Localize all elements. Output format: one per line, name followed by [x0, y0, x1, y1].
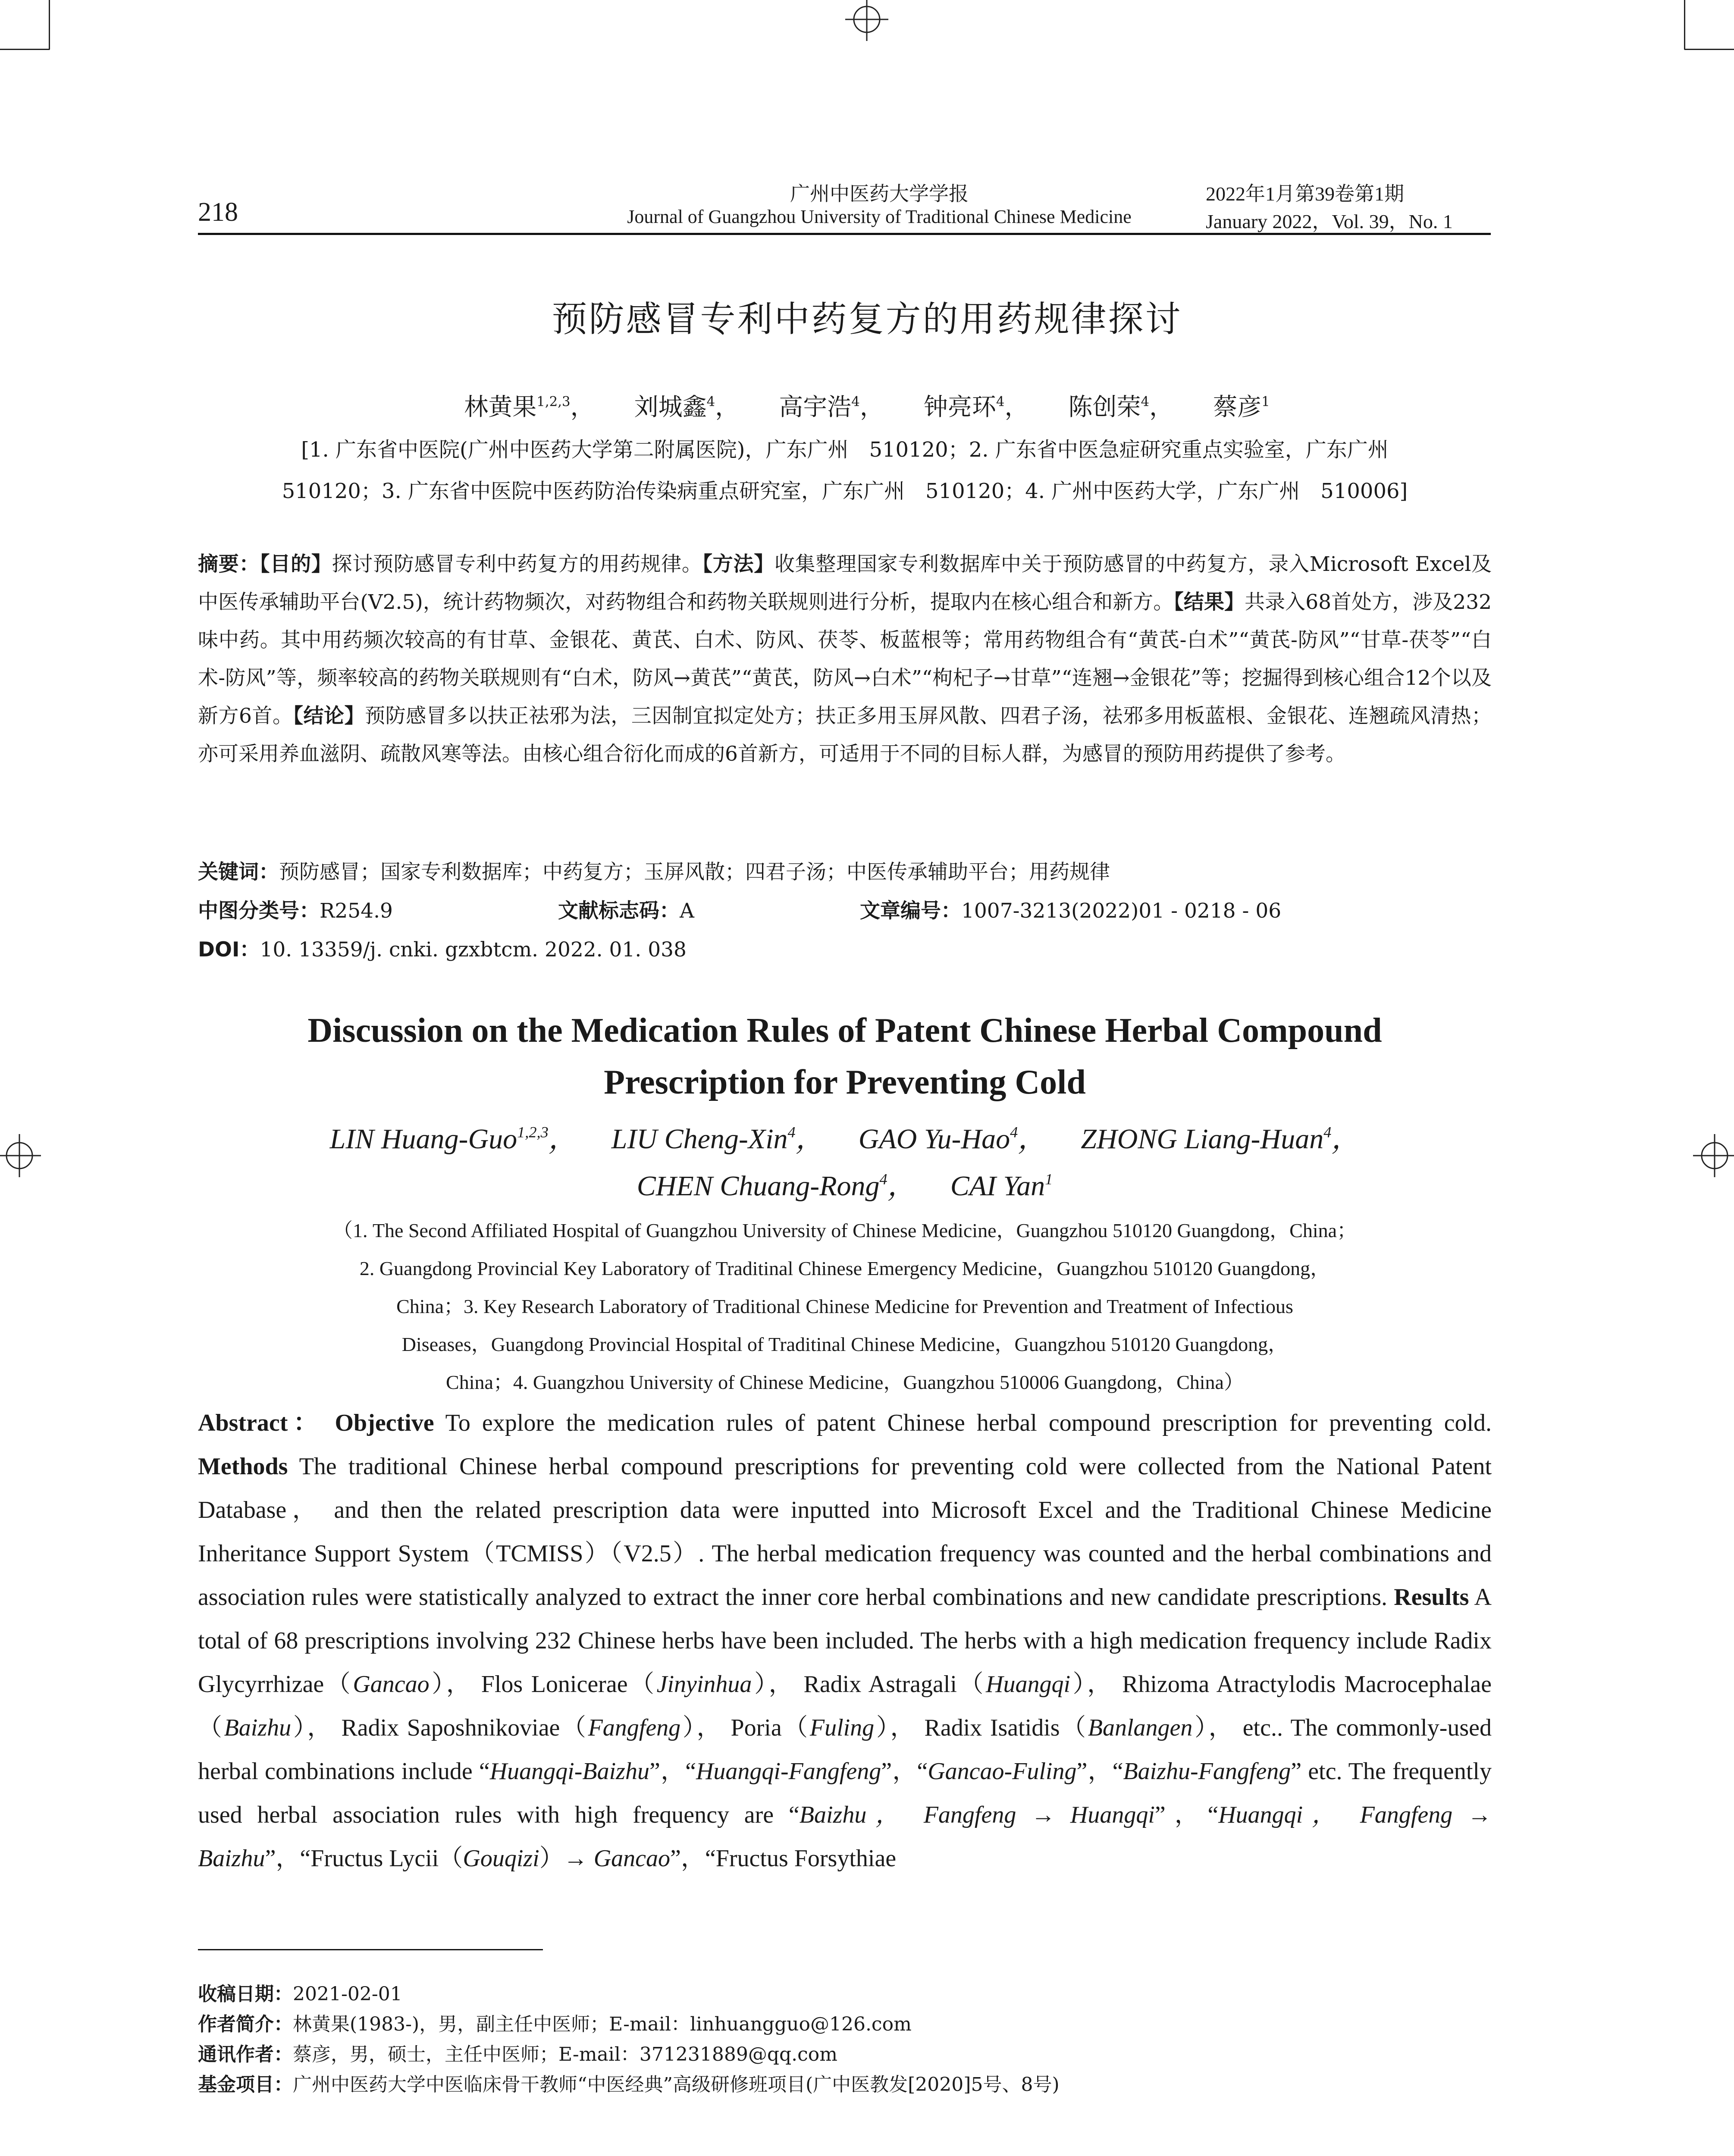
- results-text-en: ）→: [539, 1845, 594, 1872]
- objective-text: 探讨预防感冒专利中药复方的用药规律。: [332, 552, 702, 576]
- author-separator: ，: [795, 1123, 824, 1155]
- methods-label: 【方法】: [702, 552, 774, 576]
- affiliation-line: （1. The Second Affiliated Hospital of Guangzhou University of Chinese Medicine，Guangzhou 510120 Guangdong，China；: [332, 1219, 1357, 1241]
- footnote-label: 作者简介：: [198, 2013, 293, 2035]
- registration-mark-left: [0, 1130, 52, 1181]
- results-text-en: A total of 68 prescriptions involving 232 Chinese herbs have been included. The herbs with a high medication frequency include Radix Glycyrrhizae（: [198, 1584, 1492, 1698]
- author-name-text: 林黄果: [464, 393, 537, 421]
- methods-label-en: Methods: [198, 1453, 288, 1480]
- results-text-en: ）， Flos Lonicerae（: [429, 1671, 657, 1698]
- footnote-text: 2021-02-01: [293, 1983, 402, 2005]
- herb-name: Jinyinhua: [656, 1671, 752, 1698]
- results-label: 【结果】: [1173, 590, 1245, 614]
- methods-text: 收集整理国家专利数据库中关于预防感冒的中药复方，录入Microsoft Excel及中医传承辅助平台(V2.5)，统计药物频次，对药物组合和药物关联规则进行分析，提取内在核心组合和新方。: [198, 552, 1492, 614]
- author-name-text: LIU Cheng-Xin: [611, 1123, 788, 1155]
- author-name: [950, 1170, 1053, 1202]
- herb-name: Fuling: [809, 1714, 875, 1741]
- classification-line: [198, 895, 1492, 925]
- herb-name: Gancao: [593, 1845, 671, 1872]
- keywords-line: [198, 856, 1110, 885]
- clc-value: R254.9: [320, 899, 393, 923]
- results-label-en: Results: [1394, 1584, 1469, 1611]
- affiliations-cn: [198, 429, 1492, 512]
- association-rule: Huangqi， Fangfeng → Baizhu: [198, 1802, 1492, 1872]
- journal-title-en: Journal of Guangzhou University of Traditional Chinese Medicine: [627, 206, 1132, 227]
- author-affiliation-marker: 1: [1261, 394, 1270, 410]
- author-name-text: CHEN Chuang-Rong: [637, 1170, 880, 1202]
- footnote-text: 林黄果(1983-)，男，副主任中医师；E-mail：linhuangguo@126.com: [293, 2013, 912, 2035]
- registration-mark-right: [1682, 1130, 1734, 1181]
- author-separator: ，: [859, 393, 884, 421]
- author-name: [634, 393, 740, 421]
- herb-name: Banlangen: [1088, 1714, 1193, 1741]
- author-list-en: [198, 1112, 1492, 1206]
- author-separator: ，: [1331, 1123, 1360, 1155]
- author-name-text: GAO Yu-Hao: [858, 1123, 1010, 1155]
- objective-label: 【目的】: [260, 552, 332, 576]
- doc-code-item: [558, 895, 694, 924]
- author-affiliation-marker: 4: [879, 1170, 887, 1188]
- author-name-text: ZHONG Liang-Huan: [1081, 1123, 1324, 1155]
- author-name-text: 刘城鑫: [634, 393, 707, 421]
- author-line-1: [198, 1112, 1492, 1159]
- results-text-en: ” etc. The frequently used herbal association rules with high frequency are “: [198, 1758, 1492, 1828]
- results-text-en: ”，“: [1154, 1802, 1219, 1828]
- abstract-label-en: Abstract：: [198, 1410, 323, 1436]
- herb-combination: Gancao-Fuling: [928, 1758, 1077, 1785]
- results-text: 共录入68首处方，涉及232味中药。其中用药频次较高的有甘草、金银花、黄芪、白术、防风、茯苓、板蓝根等；常用药物组合有“黄芪-白术”“黄芪-防风”“甘草-茯苓”“白术-防风”等，频率较高的药物关联规则有“白术，防风→黄芪”“黄芪，防风→白术”“枸杞子→甘草”“连翘→金银花”等；挖掘得到核心组合12个以及新方6首。: [198, 590, 1492, 728]
- footnote-received: [198, 1979, 1492, 2009]
- author-separator: ，: [570, 393, 595, 421]
- article-no-label: 文章编号：: [860, 899, 961, 923]
- clc-item: [198, 895, 393, 924]
- author-separator: ，: [548, 1123, 577, 1155]
- author-name: [779, 393, 884, 421]
- keywords-label: 关键词：: [198, 860, 279, 884]
- results-text-en: ）， Radix Astragali（: [752, 1671, 986, 1698]
- affiliation-line: 2. Guangdong Provincial Key Laboratory of Traditinal Chinese Emergency Medicine，Guangzhou 510120 Guangdong，: [359, 1257, 1330, 1279]
- author-affiliation-marker: 4: [1010, 1124, 1018, 1141]
- article-no-value: 1007-3213(2022)01 - 0218 - 06: [961, 899, 1282, 923]
- herb-name: Fangfeng: [588, 1714, 681, 1741]
- results-text-en: ）， Radix Isatidis（: [874, 1714, 1088, 1741]
- affiliation-line: China；4. Guangzhou University of Chinese Medicine，Guangzhou 510006 Guangdong，China）: [446, 1371, 1244, 1393]
- author-separator: ，: [1004, 393, 1029, 421]
- herb-combination: Huangqi-Fangfeng: [696, 1758, 881, 1785]
- author-name: [1213, 393, 1270, 421]
- results-text-en: ”，“Fructus Forsythiae: [670, 1845, 897, 1872]
- affiliations-en: [198, 1212, 1492, 1401]
- footnote-corresponding: [198, 2040, 1492, 2070]
- author-separator: ，: [887, 1170, 916, 1202]
- author-name: [611, 1123, 824, 1155]
- abstract-label: 摘要：: [198, 552, 260, 576]
- conclusion-text: 预防感冒多以扶正祛邪为法，三因制宜拟定处方；扶正多用玉屏风散、四君子汤，祛邪多用板蓝根、金银花、连翘疏风清热；亦可采用养血滋阴、疏散风寒等法。由核心组合衍化而成的6首新方，可适用于不同的目标人群，为感冒的预防用药提供了参考。: [198, 704, 1492, 766]
- author-name-text: 高宇浩: [779, 393, 852, 421]
- abstract-cn: [198, 545, 1492, 773]
- results-text-en: ）， Rhizoma Atractylodis Macrocephalae（: [198, 1671, 1492, 1741]
- author-name: [924, 393, 1029, 421]
- doc-code-label: 文献标志码：: [558, 899, 680, 923]
- issue-info-cn: 2022年1月第39卷第1期: [1206, 183, 1404, 205]
- author-affiliation-marker: 1,2,3: [517, 1124, 549, 1141]
- article-no-item: [860, 895, 1281, 924]
- results-text-en: ）， Poria（: [680, 1714, 810, 1741]
- footnote-label: 通讯作者：: [198, 2043, 293, 2065]
- herb-combination: Huangqi-Baizhu: [489, 1758, 649, 1785]
- affiliation-line: Diseases，Guangdong Provincial Hospital of Traditinal Chinese Medicine，Guangzhou 510120 Guangdong，: [401, 1333, 1288, 1355]
- title-en-line-1: Discussion on the Medication Rules of Patent Chinese Herbal Compound: [307, 1012, 1382, 1050]
- author-separator: ，: [715, 393, 740, 421]
- footnote-author-bio: [198, 2009, 1492, 2040]
- crop-mark-top-right-h: [1684, 49, 1734, 50]
- author-name: [330, 1123, 577, 1155]
- registration-mark-top: [841, 0, 893, 52]
- abstract-en: [198, 1401, 1492, 1880]
- author-affiliation-marker: 4: [851, 394, 860, 410]
- author-name: [1081, 1123, 1360, 1155]
- results-text-en: ）， etc.. The commonly-used herbal combinations include “: [198, 1714, 1492, 1785]
- objective-text-en: To explore the medication rules of patent Chinese herbal compound prescription for preventing cold.: [434, 1410, 1492, 1436]
- herb-name: Gouqizi: [463, 1845, 539, 1872]
- objective-label-en: Objective: [335, 1410, 434, 1436]
- article-title-cn: 预防感冒专利中药复方的用药规律探讨: [552, 299, 1182, 340]
- author-affiliation-marker: 4: [787, 1124, 796, 1141]
- author-affiliation-marker: 4: [1323, 1124, 1332, 1141]
- association-rule: Baizhu， Fangfeng → Huangqi: [799, 1802, 1155, 1828]
- author-name: [1068, 393, 1173, 421]
- methods-text-en: The traditional Chinese herbal compound prescriptions for preventing cold were collected from the National Patent Database， and then the related prescription data were inputted into Microsoft Excel and the Traditional Chinese Medicine Inheritance Support System（TCMISS）（V2.5）. The herbal medication frequency was counted and the herbal combinations and association rules were statistically analyzed to extract the inner core herbal combinations and new candidate prescriptions.: [198, 1453, 1492, 1611]
- title-en-line-2: Prescription for Preventing Cold: [604, 1063, 1086, 1101]
- footnotes: [198, 1979, 1492, 2100]
- author-name-text: CAI Yan: [950, 1170, 1045, 1202]
- results-text-en: ”，“: [881, 1758, 928, 1785]
- herb-name: Gancao: [353, 1671, 430, 1698]
- conclusion-label: 【结论】: [293, 704, 365, 728]
- footnote-text: 广州中医药大学中医临床骨干教师“中医经典”高级研修班项目(广中医教发[2020]5号、8号): [293, 2074, 1060, 2096]
- results-text-en: ）， Radix Saposhnikoviae（: [291, 1714, 588, 1741]
- results-text-en: ”，“: [649, 1758, 696, 1785]
- author-line-2: [198, 1159, 1492, 1206]
- author-name: [859, 1123, 1047, 1155]
- herb-combination: Baizhu-Fangfeng: [1123, 1758, 1291, 1785]
- doi-line: [198, 934, 687, 962]
- doi-label: DOI：: [198, 938, 260, 962]
- crop-mark-top-left: [49, 0, 50, 50]
- author-affiliation-marker: 4: [706, 394, 715, 410]
- author-name-text: 蔡彦: [1213, 393, 1262, 421]
- author-name-text: 陈创荣: [1068, 393, 1141, 421]
- author-affiliation-marker: 4: [1141, 394, 1150, 410]
- footnote-label: 基金项目：: [198, 2074, 293, 2096]
- affiliation-line: China；3. Key Research Laboratory of Traditional Chinese Medicine for Prevention and Treatment of Infectious: [396, 1295, 1293, 1317]
- author-name-text: LIN Huang-Guo: [329, 1123, 517, 1155]
- author-name-text: 钟亮环: [923, 393, 996, 421]
- article-title-en: [198, 1005, 1492, 1108]
- keywords-text: 预防感冒；国家专利数据库；中药复方；玉屏风散；四君子汤；中医传承辅助平台；用药规律: [279, 860, 1110, 884]
- crop-mark-top-right: [1684, 0, 1685, 50]
- footnote-funding: [198, 2070, 1492, 2100]
- author-name: [464, 393, 594, 421]
- clc-label: 中图分类号：: [198, 899, 320, 923]
- herb-name: Huangqi: [986, 1671, 1070, 1698]
- author-name: [637, 1170, 916, 1202]
- results-text-en: ”，“Fructus Lycii（: [265, 1845, 463, 1872]
- doi-value: 10. 13359/j. cnki. gzxbtcm. 2022. 01. 038: [260, 938, 687, 962]
- doc-code-value: A: [680, 899, 694, 923]
- page-number: 218: [198, 197, 238, 227]
- header-rule: [198, 233, 1491, 235]
- author-separator: ，: [1149, 393, 1174, 421]
- author-list-cn: [0, 388, 1734, 423]
- herb-name: Baizhu: [224, 1714, 292, 1741]
- author-separator: ，: [1018, 1123, 1047, 1155]
- footnote-label: 收稿日期：: [198, 1983, 293, 2005]
- author-affiliation-marker: 4: [996, 394, 1005, 410]
- crop-mark-top-left-h: [0, 49, 50, 50]
- footnote-text: 蔡彦，男，硕士，主任中医师；E-mail：371231889@qq.com: [293, 2043, 838, 2065]
- author-affiliation-marker: 1: [1045, 1170, 1053, 1188]
- issue-info-en: January 2022，Vol. 39，No. 1: [1206, 210, 1453, 232]
- running-header: [198, 170, 1492, 235]
- journal-title-cn: 广州中医药大学学报: [790, 182, 969, 205]
- results-text-en: ”，“: [1076, 1758, 1123, 1785]
- affiliation-line: [1. 广东省中医院(广州中医药大学第二附属医院)，广东广州 510120；2. 广东省中医急症研究重点实验室，广东广州: [301, 438, 1389, 462]
- author-affiliation-marker: 1,2,3: [536, 394, 571, 410]
- affiliation-line: 510120；3. 广东省中医院中医药防治传染病重点研究室，广东广州 510120；4. 广州中医药大学，广东广州 510006]: [282, 479, 1408, 503]
- footnote-rule: [198, 1949, 543, 1950]
